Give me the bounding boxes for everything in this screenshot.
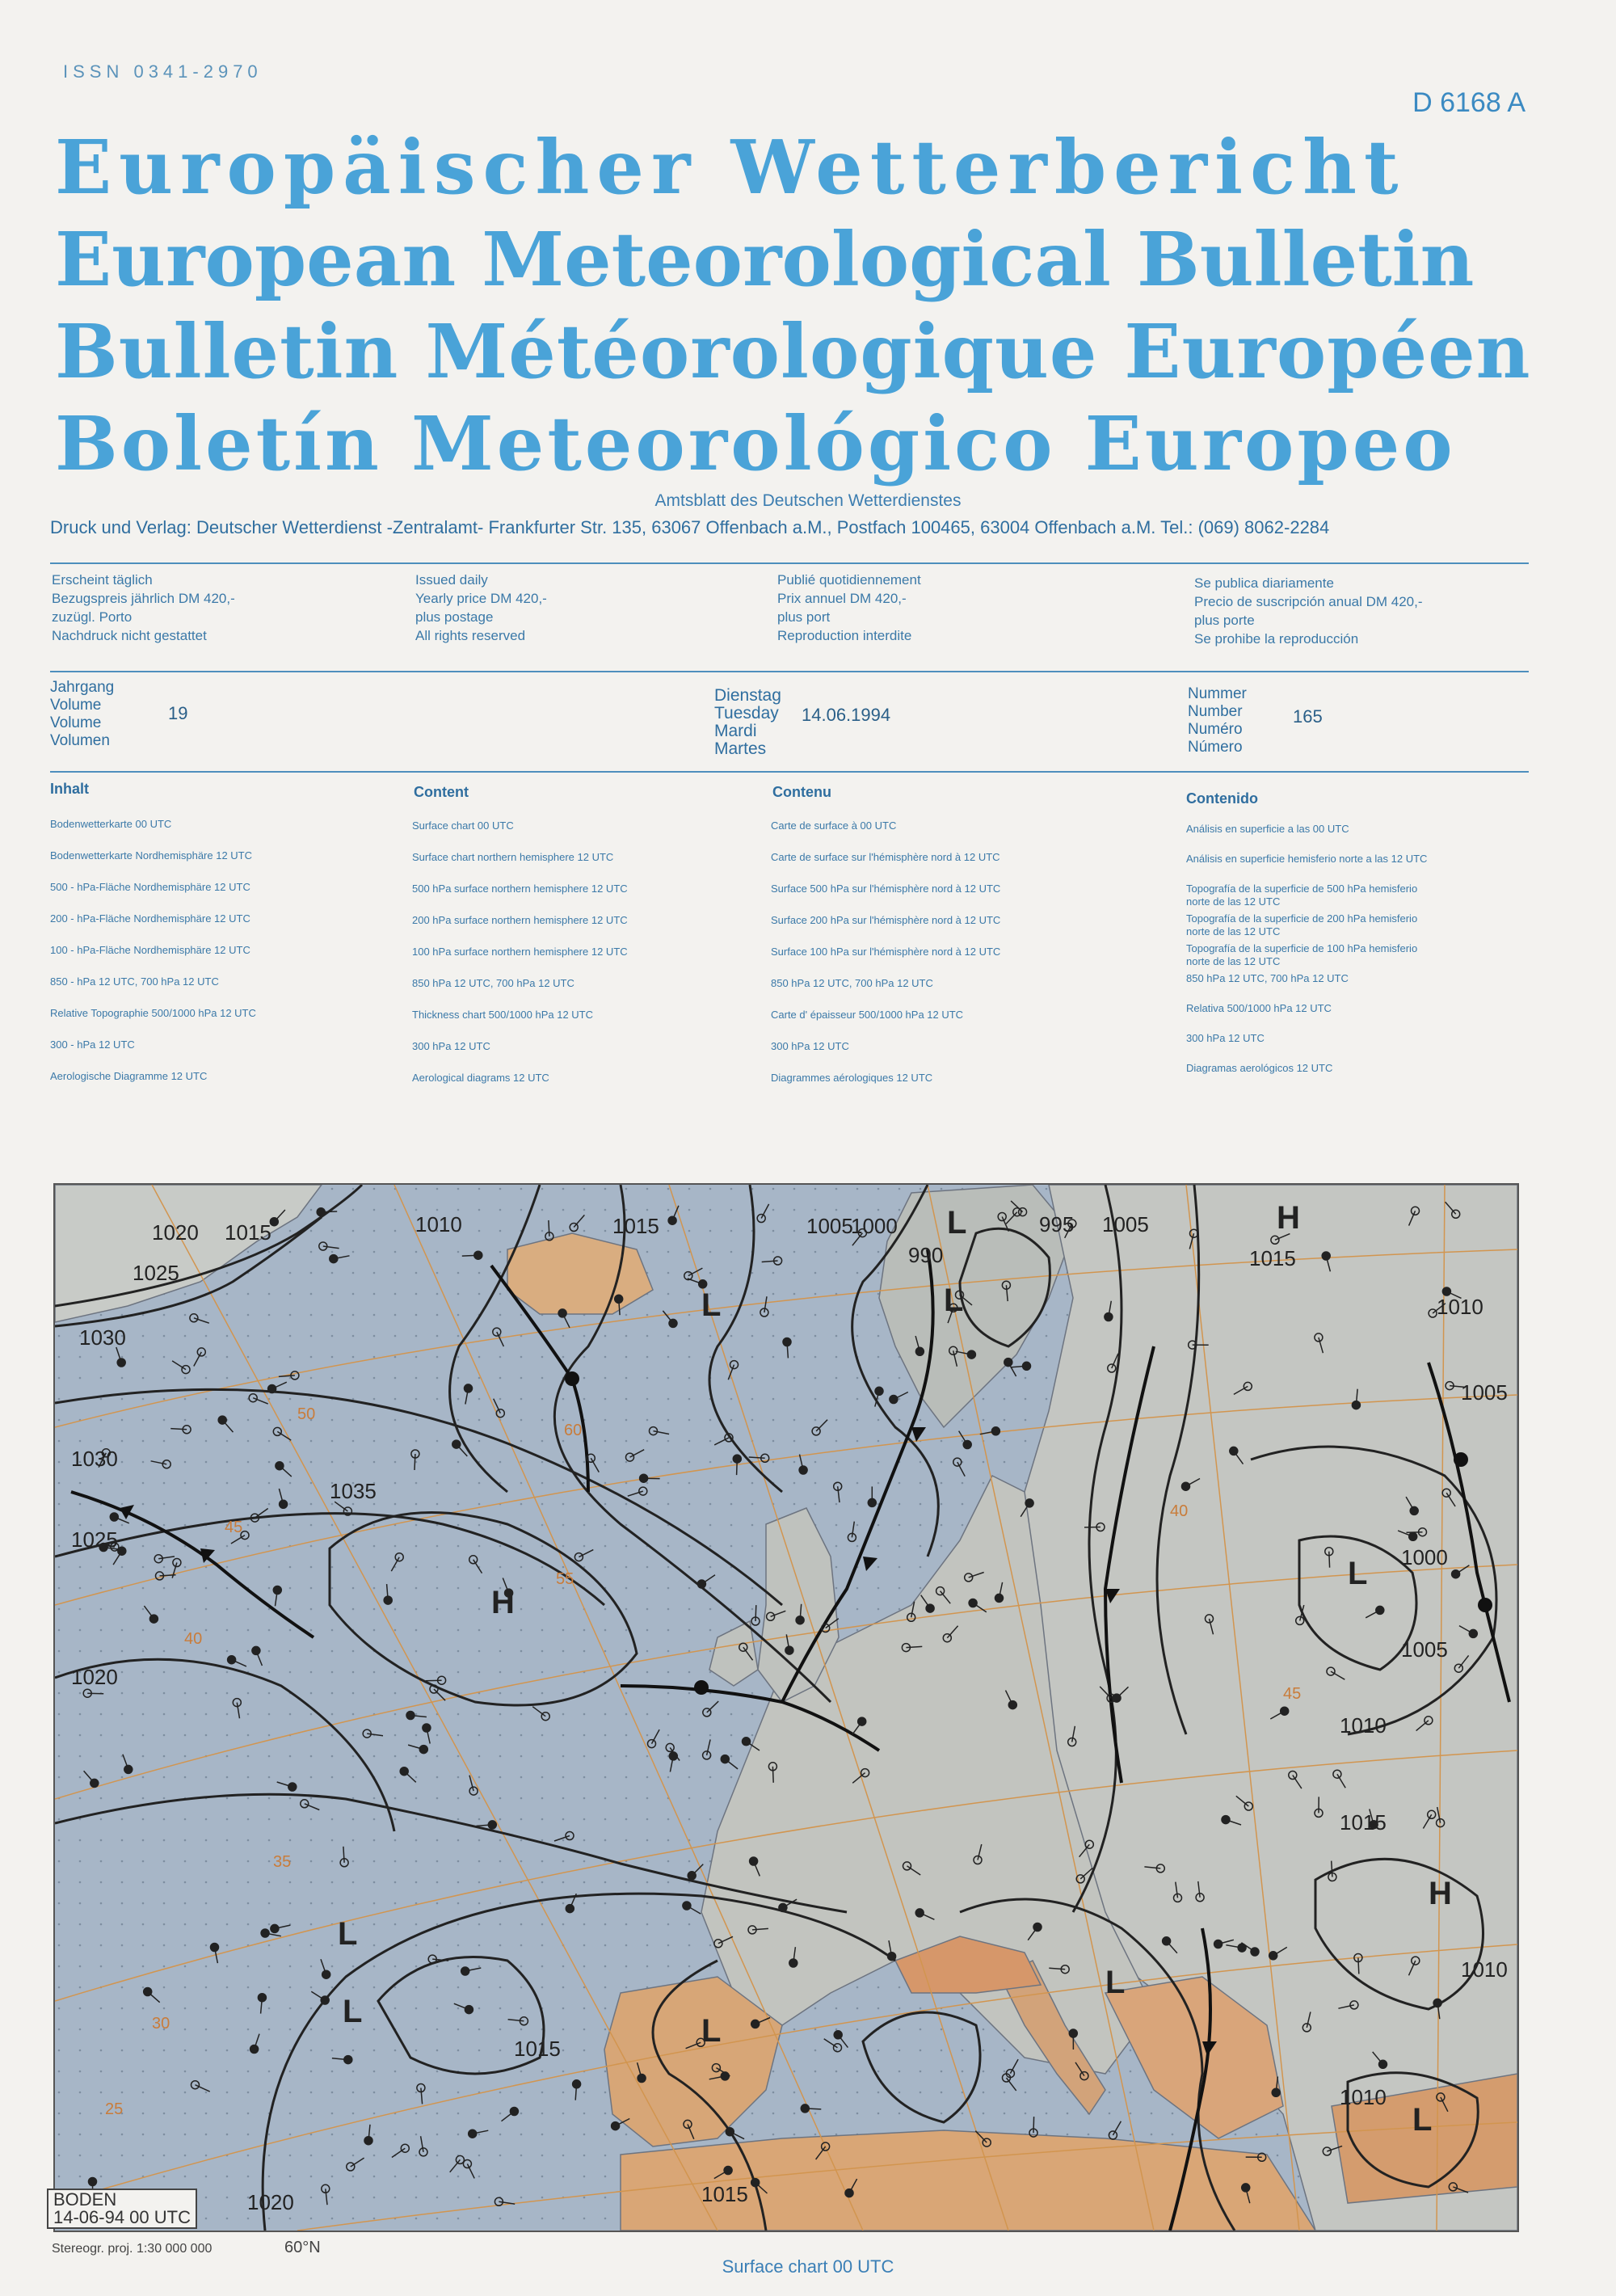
pub-fr-line: Prix annuel DM 420,- xyxy=(777,591,907,606)
title-french: Bulletin Météorologique Européen xyxy=(55,308,1531,395)
title-german: Europäischer Wetterbericht xyxy=(55,124,1406,211)
front-semicircle xyxy=(565,1371,579,1386)
document-code: D 6168 A xyxy=(1412,87,1526,118)
station-marker xyxy=(1004,1359,1012,1367)
chart-caption: Surface chart 00 UTC xyxy=(722,2256,894,2277)
isobar-value: 1010 xyxy=(1461,1957,1508,1982)
isobar-value: 1020 xyxy=(247,2190,294,2214)
isobar-value: 1030 xyxy=(71,1447,118,1471)
latitude-label: 55 xyxy=(556,1570,574,1588)
weather-map-svg xyxy=(55,1185,1517,2231)
number-labels xyxy=(1188,685,1247,756)
isobar-value: 1005 xyxy=(1461,1380,1508,1405)
content-item: Análisis en superficie a las 00 UTC xyxy=(1186,823,1349,835)
content-item: Surface 500 hPa sur l'hémisphère nord à 12 UTC xyxy=(771,883,1001,895)
title-english: European Meteorological Bulletin xyxy=(55,216,1475,303)
surface-weather-map xyxy=(53,1183,1519,2232)
weekday-label: Dienstag xyxy=(714,686,781,705)
station-marker xyxy=(228,1656,236,1664)
isobar-value: 1005 xyxy=(1401,1637,1448,1662)
issue-number: 165 xyxy=(1293,706,1323,727)
station-marker xyxy=(915,1347,924,1355)
publication-info-de xyxy=(52,571,235,645)
title-spanish: Boletín Meteorológico Europeo xyxy=(55,400,1456,487)
content-item: 300 hPa 12 UTC xyxy=(771,1040,849,1052)
content-item: 300 - hPa 12 UTC xyxy=(50,1038,135,1051)
station-marker xyxy=(1269,1952,1277,1960)
content-item: 850 hPa 12 UTC, 700 hPa 12 UTC xyxy=(771,977,933,989)
divider xyxy=(50,562,1529,564)
wind-barb xyxy=(1033,2117,1034,2133)
station-marker xyxy=(1409,1532,1417,1540)
content-item: 200 hPa surface northern hemisphere 12 UTC xyxy=(412,914,628,926)
high-pressure-center: H xyxy=(491,1585,515,1620)
low-pressure-center: L xyxy=(701,2013,722,2049)
pub-de-line: zuzügl. Porto xyxy=(52,609,133,625)
station-marker xyxy=(915,1909,924,1917)
isobar-value: 1035 xyxy=(330,1479,377,1503)
divider xyxy=(50,671,1529,672)
content-item: Surface 200 hPa sur l'hémisphère nord à 12 UTC xyxy=(771,914,1001,926)
wind-barb xyxy=(755,1605,756,1621)
publication-info-es xyxy=(1194,574,1423,648)
low-pressure-center: L xyxy=(944,1283,964,1318)
publication-info-fr xyxy=(777,571,921,645)
pub-en-line: Issued daily xyxy=(415,572,488,588)
front-semicircle xyxy=(1454,1452,1468,1467)
content-item: Bodenwetterkarte Nordhemisphäre 12 UTC xyxy=(50,849,253,862)
isobar-value: 995 xyxy=(1039,1212,1075,1236)
low-pressure-center: L xyxy=(1412,2102,1433,2138)
isobar-value: 1000 xyxy=(851,1214,898,1238)
volume-value: 19 xyxy=(168,703,188,723)
volume-label: Volumen xyxy=(50,732,110,749)
number-label: Numéro xyxy=(1188,721,1243,738)
high-pressure-center: H xyxy=(1277,1200,1300,1236)
isobar-value: 1015 xyxy=(225,1220,271,1245)
publication-info-en xyxy=(415,571,547,645)
content-item: Topografía de la superficie de 500 hPa hemisferio norte de las 12 UTC xyxy=(1186,883,1418,908)
isobar-value: 990 xyxy=(908,1243,944,1267)
latitude-label: 40 xyxy=(1170,1502,1189,1520)
contents-heading-en: Content xyxy=(414,784,469,800)
low-pressure-center: L xyxy=(947,1205,967,1241)
isobar-value: 1015 xyxy=(514,2037,561,2061)
content-item: 500 hPa surface northern hemisphere 12 UTC xyxy=(412,883,628,895)
isobar-value: 1020 xyxy=(71,1665,118,1689)
number-label: Número xyxy=(1188,739,1243,756)
pub-de-line: Nachdruck nicht gestattet xyxy=(52,628,207,643)
isobar-value: 1010 xyxy=(1437,1295,1483,1319)
weekday-label: Tuesday xyxy=(714,704,779,723)
station-marker xyxy=(1410,1506,1418,1515)
contents-list-fr xyxy=(771,819,1000,1103)
latitude-label: 50 xyxy=(297,1405,316,1423)
content-item: Aerological diagrams 12 UTC xyxy=(412,1072,549,1084)
latitude-label: 40 xyxy=(184,1630,203,1648)
content-item: 850 hPa 12 UTC, 700 hPa 12 UTC xyxy=(1186,972,1349,984)
publisher-line: Druck und Verlag: Deutscher Wetterdienst -Zentralamt- Frankfurter Str. 135, 63067 Offenbach a.M., Postfach 100465, 63004 Offenbach a.M. Tel.: (069) 8062-2284 xyxy=(50,517,1330,537)
content-item: 300 hPa 12 UTC xyxy=(1186,1032,1265,1044)
content-item: Surface chart 00 UTC xyxy=(412,819,514,832)
projection-note: Stereogr. proj. 1:30 000 000 xyxy=(52,2242,213,2256)
content-item: 500 - hPa-Fläche Nordhemisphäre 12 UTC xyxy=(50,881,250,893)
station-marker xyxy=(419,1746,427,1754)
wind-barb xyxy=(737,1459,738,1475)
content-item: Thickness chart 500/1000 hPa 12 UTC xyxy=(412,1009,594,1021)
wind-barb xyxy=(1329,1552,1330,1568)
latitude-label: 60 xyxy=(564,1422,583,1439)
content-item: Surface 100 hPa sur l'hémisphère nord à 12 UTC xyxy=(771,946,1001,958)
station-marker xyxy=(612,2122,620,2130)
latitude-label: 30 xyxy=(152,2015,170,2033)
content-item: 850 - hPa 12 UTC, 700 hPa 12 UTC xyxy=(50,975,219,988)
isobar-value: 1015 xyxy=(1249,1246,1296,1270)
content-item: Aerologische Diagramme 12 UTC xyxy=(50,1070,208,1082)
chart-stamp-datetime: 14-06-94 00 UTC xyxy=(53,2207,191,2227)
latitude-label: 45 xyxy=(1283,1685,1302,1703)
isobar-value: 1010 xyxy=(415,1212,462,1236)
station-marker xyxy=(1242,2184,1250,2192)
contents-heading-fr: Contenu xyxy=(772,784,831,800)
wind-barb xyxy=(1358,1958,1359,1974)
content-item: Carte d' épaisseur 500/1000 hPa 12 UTC xyxy=(771,1009,964,1021)
content-item: 200 - hPa-Fläche Nordhemisphäre 12 UTC xyxy=(50,912,250,925)
issn: ISSN 0341-2970 xyxy=(63,61,263,82)
content-item: Carte de surface à 00 UTC xyxy=(771,819,897,832)
weekday-label: Martes xyxy=(714,739,767,758)
wind-barb xyxy=(772,1767,773,1783)
pub-es-line: Se prohibe la reproducción xyxy=(1194,631,1359,647)
isobar-value: 1015 xyxy=(612,1214,659,1238)
station-marker xyxy=(280,1500,288,1508)
content-item: Diagramas aerológicos 12 UTC xyxy=(1186,1062,1333,1074)
isobar-value: 1005 xyxy=(806,1214,853,1238)
content-item: 100 hPa surface northern hemisphere 12 UTC xyxy=(412,946,628,958)
low-pressure-center: L xyxy=(338,1916,358,1952)
isobar-value: 1000 xyxy=(1401,1545,1448,1569)
station-marker xyxy=(465,2006,473,2014)
isobar-value: 1015 xyxy=(701,2182,748,2206)
content-item: Diagrammes aérologiques 12 UTC xyxy=(771,1072,933,1084)
contents-list-de xyxy=(50,818,256,1102)
volume-label: Volume xyxy=(50,714,102,731)
issue-date: 14.06.1994 xyxy=(802,705,891,725)
content-item: Relativa 500/1000 hPa 12 UTC xyxy=(1186,1002,1332,1014)
content-item: 100 - hPa-Fläche Nordhemisphäre 12 UTC xyxy=(50,944,250,956)
isobar-value: 1005 xyxy=(1102,1212,1149,1236)
chart-stamp-type: BODEN xyxy=(53,2189,117,2210)
low-pressure-center: L xyxy=(1105,1965,1126,2000)
reference-latitude: 60°N xyxy=(284,2239,321,2256)
contents-list-es xyxy=(1186,823,1427,1092)
isobar-value: 1010 xyxy=(1340,1713,1387,1738)
isobar-value: 1025 xyxy=(71,1527,118,1552)
volume-label: Volume xyxy=(50,697,102,714)
wind-barb xyxy=(321,1211,337,1212)
pub-de-line: Bezugspreis jährlich DM 420,- xyxy=(52,591,235,606)
content-item: Análisis en superficie hemisferio norte a las 12 UTC xyxy=(1186,853,1428,865)
weekday-labels xyxy=(714,687,781,758)
amtsblatt: Amtsblatt des Deutschen Wetterdienstes xyxy=(654,491,962,510)
contents-heading-de: Inhalt xyxy=(50,781,89,797)
number-label: Number xyxy=(1188,703,1243,720)
isobar-value: 1030 xyxy=(79,1325,126,1350)
pub-en-line: All rights reserved xyxy=(415,628,526,643)
low-pressure-center: L xyxy=(701,1287,722,1323)
station-marker xyxy=(566,1905,574,1913)
wind-barb xyxy=(426,1680,442,1681)
contents-list-en xyxy=(412,819,628,1103)
latitude-label: 25 xyxy=(105,2100,124,2118)
isobar-value: 1020 xyxy=(152,1220,199,1245)
chart-stamp xyxy=(47,2189,197,2229)
content-item: Carte de surface sur l'hémisphère nord à 12 UTC xyxy=(771,851,1000,863)
high-pressure-center: H xyxy=(1429,1876,1452,1911)
pub-en-line: Yearly price DM 420,- xyxy=(415,591,547,606)
pub-es-line: Se publica diariamente xyxy=(1194,575,1334,591)
front-semicircle xyxy=(1478,1598,1492,1612)
pub-fr-line: plus port xyxy=(777,609,831,625)
station-marker xyxy=(845,2189,853,2197)
title-block xyxy=(55,121,1534,490)
pub-fr-line: Reproduction interdite xyxy=(777,628,912,643)
content-item: Surface chart northern hemisphere 12 UTC xyxy=(412,851,614,863)
pub-es-line: Precio de suscripción anual DM 420,- xyxy=(1194,594,1423,609)
low-pressure-center: L xyxy=(343,1994,363,2029)
number-label: Nummer xyxy=(1188,685,1247,702)
wind-barb xyxy=(87,1693,103,1694)
content-item: Topografía de la superficie de 200 hPa hemisferio norte de las 12 UTC xyxy=(1186,912,1418,937)
divider xyxy=(50,771,1529,773)
station-marker xyxy=(1281,1707,1289,1715)
isobar-value: 1010 xyxy=(1340,2085,1387,2109)
pub-de-line: Erscheint täglich xyxy=(52,572,153,588)
pub-en-line: plus postage xyxy=(415,609,494,625)
wind-barb xyxy=(462,1255,478,1256)
low-pressure-center: L xyxy=(1348,1556,1368,1591)
latitude-label: 35 xyxy=(273,1853,292,1871)
content-item: Bodenwetterkarte 00 UTC xyxy=(50,818,172,830)
isobar-value: 1025 xyxy=(133,1261,179,1285)
volume-label: Jahrgang xyxy=(50,679,115,696)
content-item: 850 hPa 12 UTC, 700 hPa 12 UTC xyxy=(412,977,574,989)
station-marker xyxy=(1008,1701,1016,1709)
contents-heading-es: Contenido xyxy=(1186,790,1258,807)
pub-fr-line: Publié quotidiennement xyxy=(777,572,921,588)
isobar-value: 1015 xyxy=(1340,1810,1387,1835)
content-item: Topografía de la superficie de 100 hPa hemisferio norte de las 12 UTC xyxy=(1186,942,1418,967)
content-item: Relative Topographie 500/1000 hPa 12 UTC xyxy=(50,1007,256,1019)
latitude-label: 45 xyxy=(225,1519,243,1536)
pub-es-line: plus porte xyxy=(1194,613,1255,628)
front-semicircle xyxy=(694,1680,709,1695)
volume-labels xyxy=(50,679,114,750)
weekday-label: Mardi xyxy=(714,722,757,740)
content-item: 300 hPa 12 UTC xyxy=(412,1040,490,1052)
